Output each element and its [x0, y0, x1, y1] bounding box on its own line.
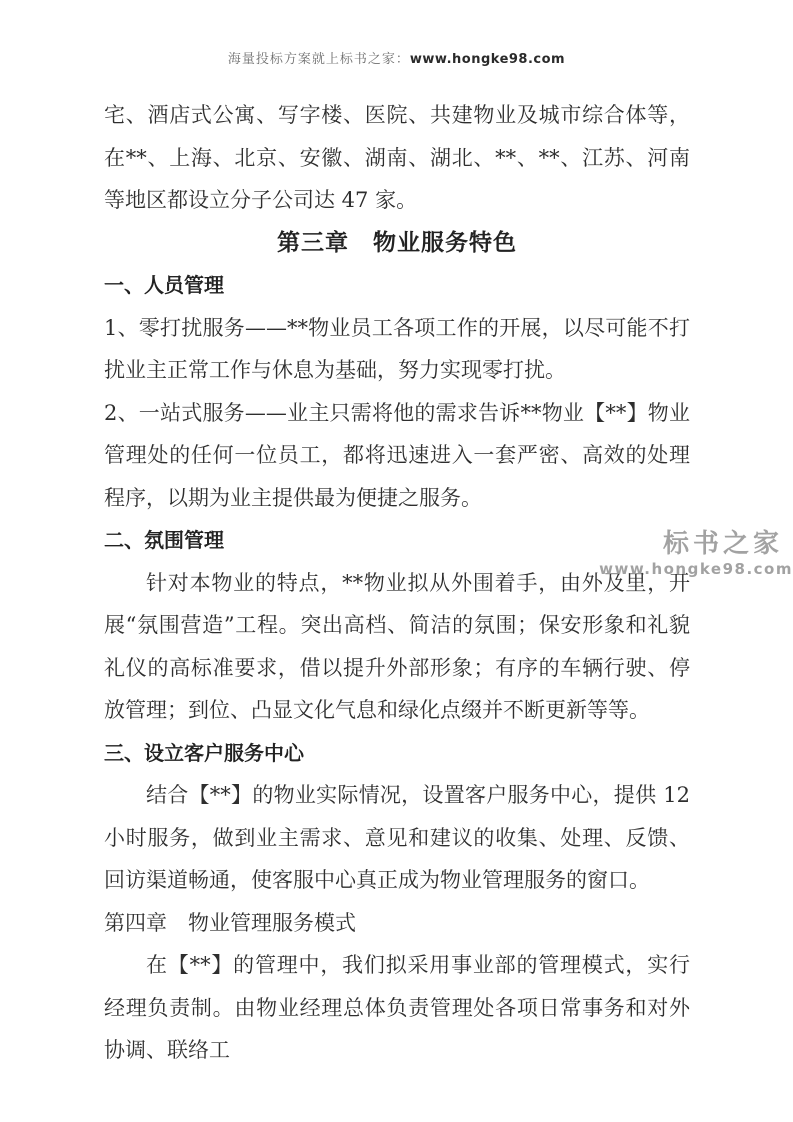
header-site-url: www.hongke98.com	[409, 52, 566, 67]
watermark-url: www.hongke98.com	[599, 560, 793, 578]
watermark-logo: 标书之家	[662, 529, 783, 559]
section3-heading: 三、设立客户服务中心	[104, 740, 304, 765]
header-site-label: 海量投标方案就上标书之家：	[227, 52, 410, 67]
section1-heading: 一、人员管理	[104, 273, 224, 297]
section1-paragraph-2: 2、一站式服务——业主只需将他的需求告诉**物业【**】物业管理处的任何一位员工，都将迅速进入一套严密、高效的处理程序，以期为业主提供最为便捷之服务。	[104, 400, 690, 510]
section1-paragraph-1: 1、零打扰服务——**物业员工各项工作的开展，以尽可能不打扰业主正常工作与休息为基础，努力实现零打扰。	[104, 315, 690, 382]
section3-paragraph-1: 结合【**】的物业实际情况，设置客户服务中心，提供 12 小时服务，做到业主需求、意见和建议的收集、处理、反馈、回访渠道畅通，使客服中心真正成为物业管理服务的窗口。	[104, 783, 690, 892]
section2-paragraph-1: 针对本物业的特点，**物业拟从外围着手，由外及里，开展“氛围营造”工程。突出高档、简洁的氛围；保安形象和礼貌礼仪的高标准要求，借以提升外部形象；有序的车辆行驶、停放管理；到位、凸显文化气息和绿化点缀并不断更新等等。	[104, 570, 690, 722]
paragraph-intro: 宅、酒店式公寓、写字楼、医院、共建物业及城市综合体等，在**、上海、北京、安徽、湖南、湖北、**、**、江苏、河南等地区都设立分子公司达 47 家。	[104, 103, 690, 212]
chapter4-heading: 第四章 物业管理服务模式	[104, 910, 356, 935]
chapter4-paragraph-1: 在【**】的管理中，我们拟采用事业部的管理模式，实行经理负责制。由物业经理总体负责管理处各项日常事务和对外协调、联络工	[104, 953, 690, 1062]
document-body	[104, 94, 690, 1072]
chapter3-heading: 第三章 物业服务特色	[277, 228, 517, 256]
section2-heading: 二、氛围管理	[104, 528, 224, 552]
page-header	[0, 48, 793, 67]
